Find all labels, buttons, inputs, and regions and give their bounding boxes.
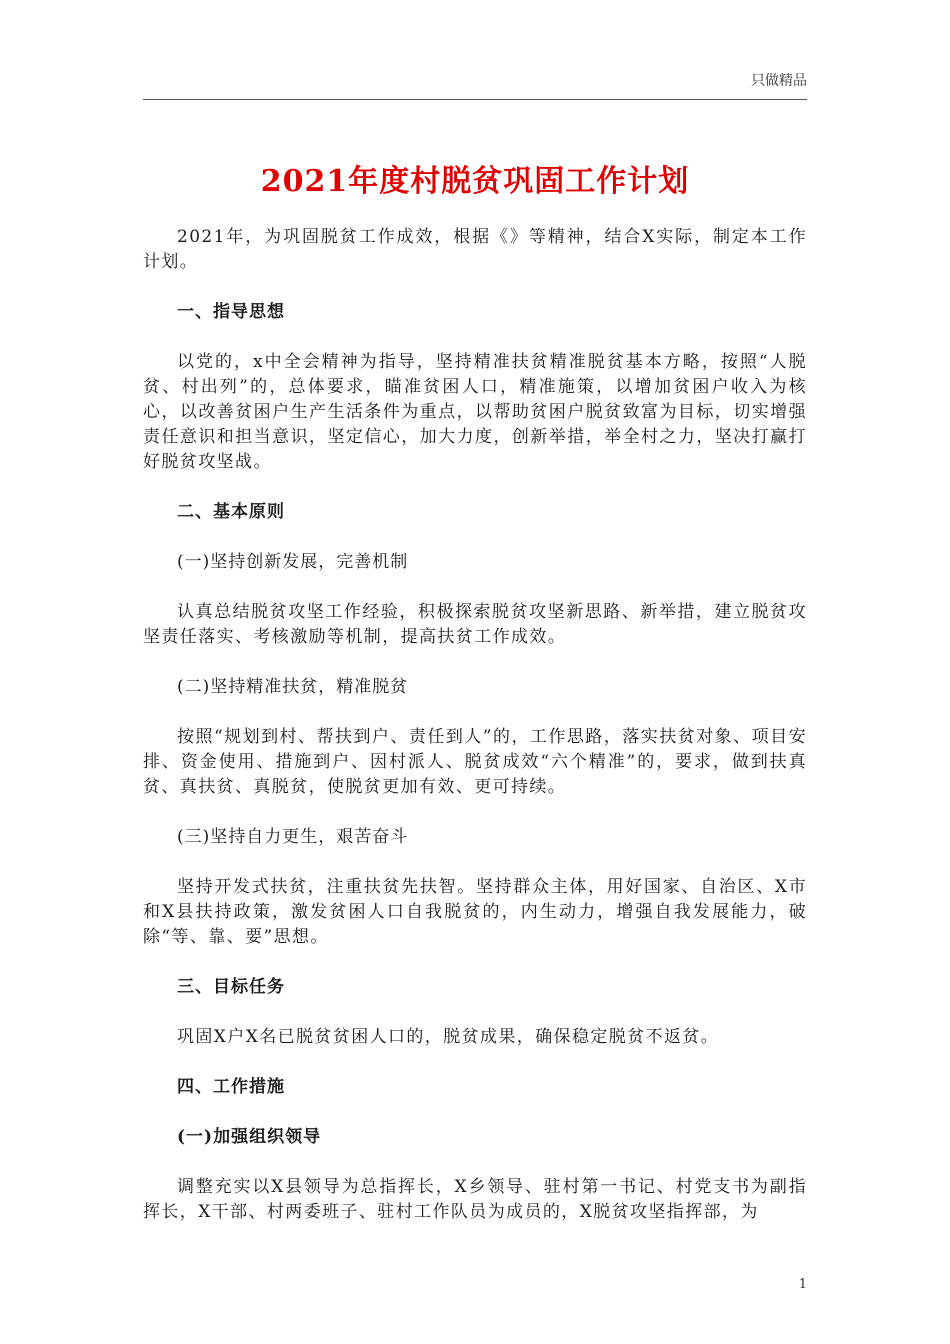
document-title: 2021年度村脱贫巩固工作计划 [260, 164, 690, 199]
paragraph-innovation: 认真总结脱贫攻坚工作经验，积极探索脱贫攻坚新思路、新举措，建立脱贫攻坚责任落实、考核激励等机制，提高扶贫工作成效。 [143, 602, 807, 647]
header-divider [143, 99, 807, 100]
header-note: 只做精品 [751, 73, 807, 89]
subheading-innovation: (一)坚持创新发展，完善机制 [177, 552, 409, 572]
section-heading-guiding-ideology: 一、指导思想 [177, 302, 285, 322]
intro-paragraph: 2021年，为巩固脱贫工作成效，根据《》等精神，结合X实际，制定本工作计划。 [143, 227, 807, 272]
paragraph-guiding-ideology: 以党的，x中全会精神为指导，坚持精准扶贫精准脱贫基本方略，按照“人脱贫、村出列”的，总体要求，瞄准贫困人口，精准施策，以增加贫困户收入为核心，以改善贫困户生产生活条件为重点，以帮助贫困户脱贫致富为目标，切实增强责任意识和担当意识，坚定信心，加大力度，创新举措，举全村之力，坚决打赢打好脱贫攻坚战。 [143, 352, 807, 472]
section-heading-basic-principles: 二、基本原则 [177, 502, 285, 522]
document-body [143, 225, 807, 1250]
section-heading-measures: 四、工作措施 [177, 1077, 285, 1097]
page-number: 1 [798, 1277, 807, 1292]
paragraph-self-reliance: 坚持开发式扶贫，注重扶贫先扶智。坚持群众主体，用好国家、自治区、X市和X县扶持政策，激发贫困人口自我脱贫的，内生动力，增强自我发展能力，破除“等、靠、要”思想。 [143, 877, 807, 947]
section-heading-targets: 三、目标任务 [177, 977, 285, 997]
subheading-self-reliance: (三)坚持自力更生，艰苦奋斗 [177, 827, 409, 847]
subheading-precision: (二)坚持精准扶贫，精准脱贫 [177, 677, 409, 697]
paragraph-organization: 调整充实以X县领导为总指挥长，X乡领导、驻村第一书记、村党支书为副指挥长，X干部、村两委班子、驻村工作队员为成员的，X脱贫攻坚指挥部，为 [143, 1177, 807, 1222]
subheading-organization: (一)加强组织领导 [177, 1127, 322, 1147]
paragraph-precision: 按照“规划到村、帮扶到户、责任到人”的，工作思路，落实扶贫对象、项目安排、资金使用、措施到户、因村派人、脱贫成效“六个精准”的，要求，做到扶真贫、真扶贫、真脱贫，使脱贫更加有效、更可持续。 [143, 727, 807, 797]
paragraph-targets: 巩固X户X名已脱贫贫困人口的，脱贫成果，确保稳定脱贫不返贫。 [177, 1027, 720, 1047]
